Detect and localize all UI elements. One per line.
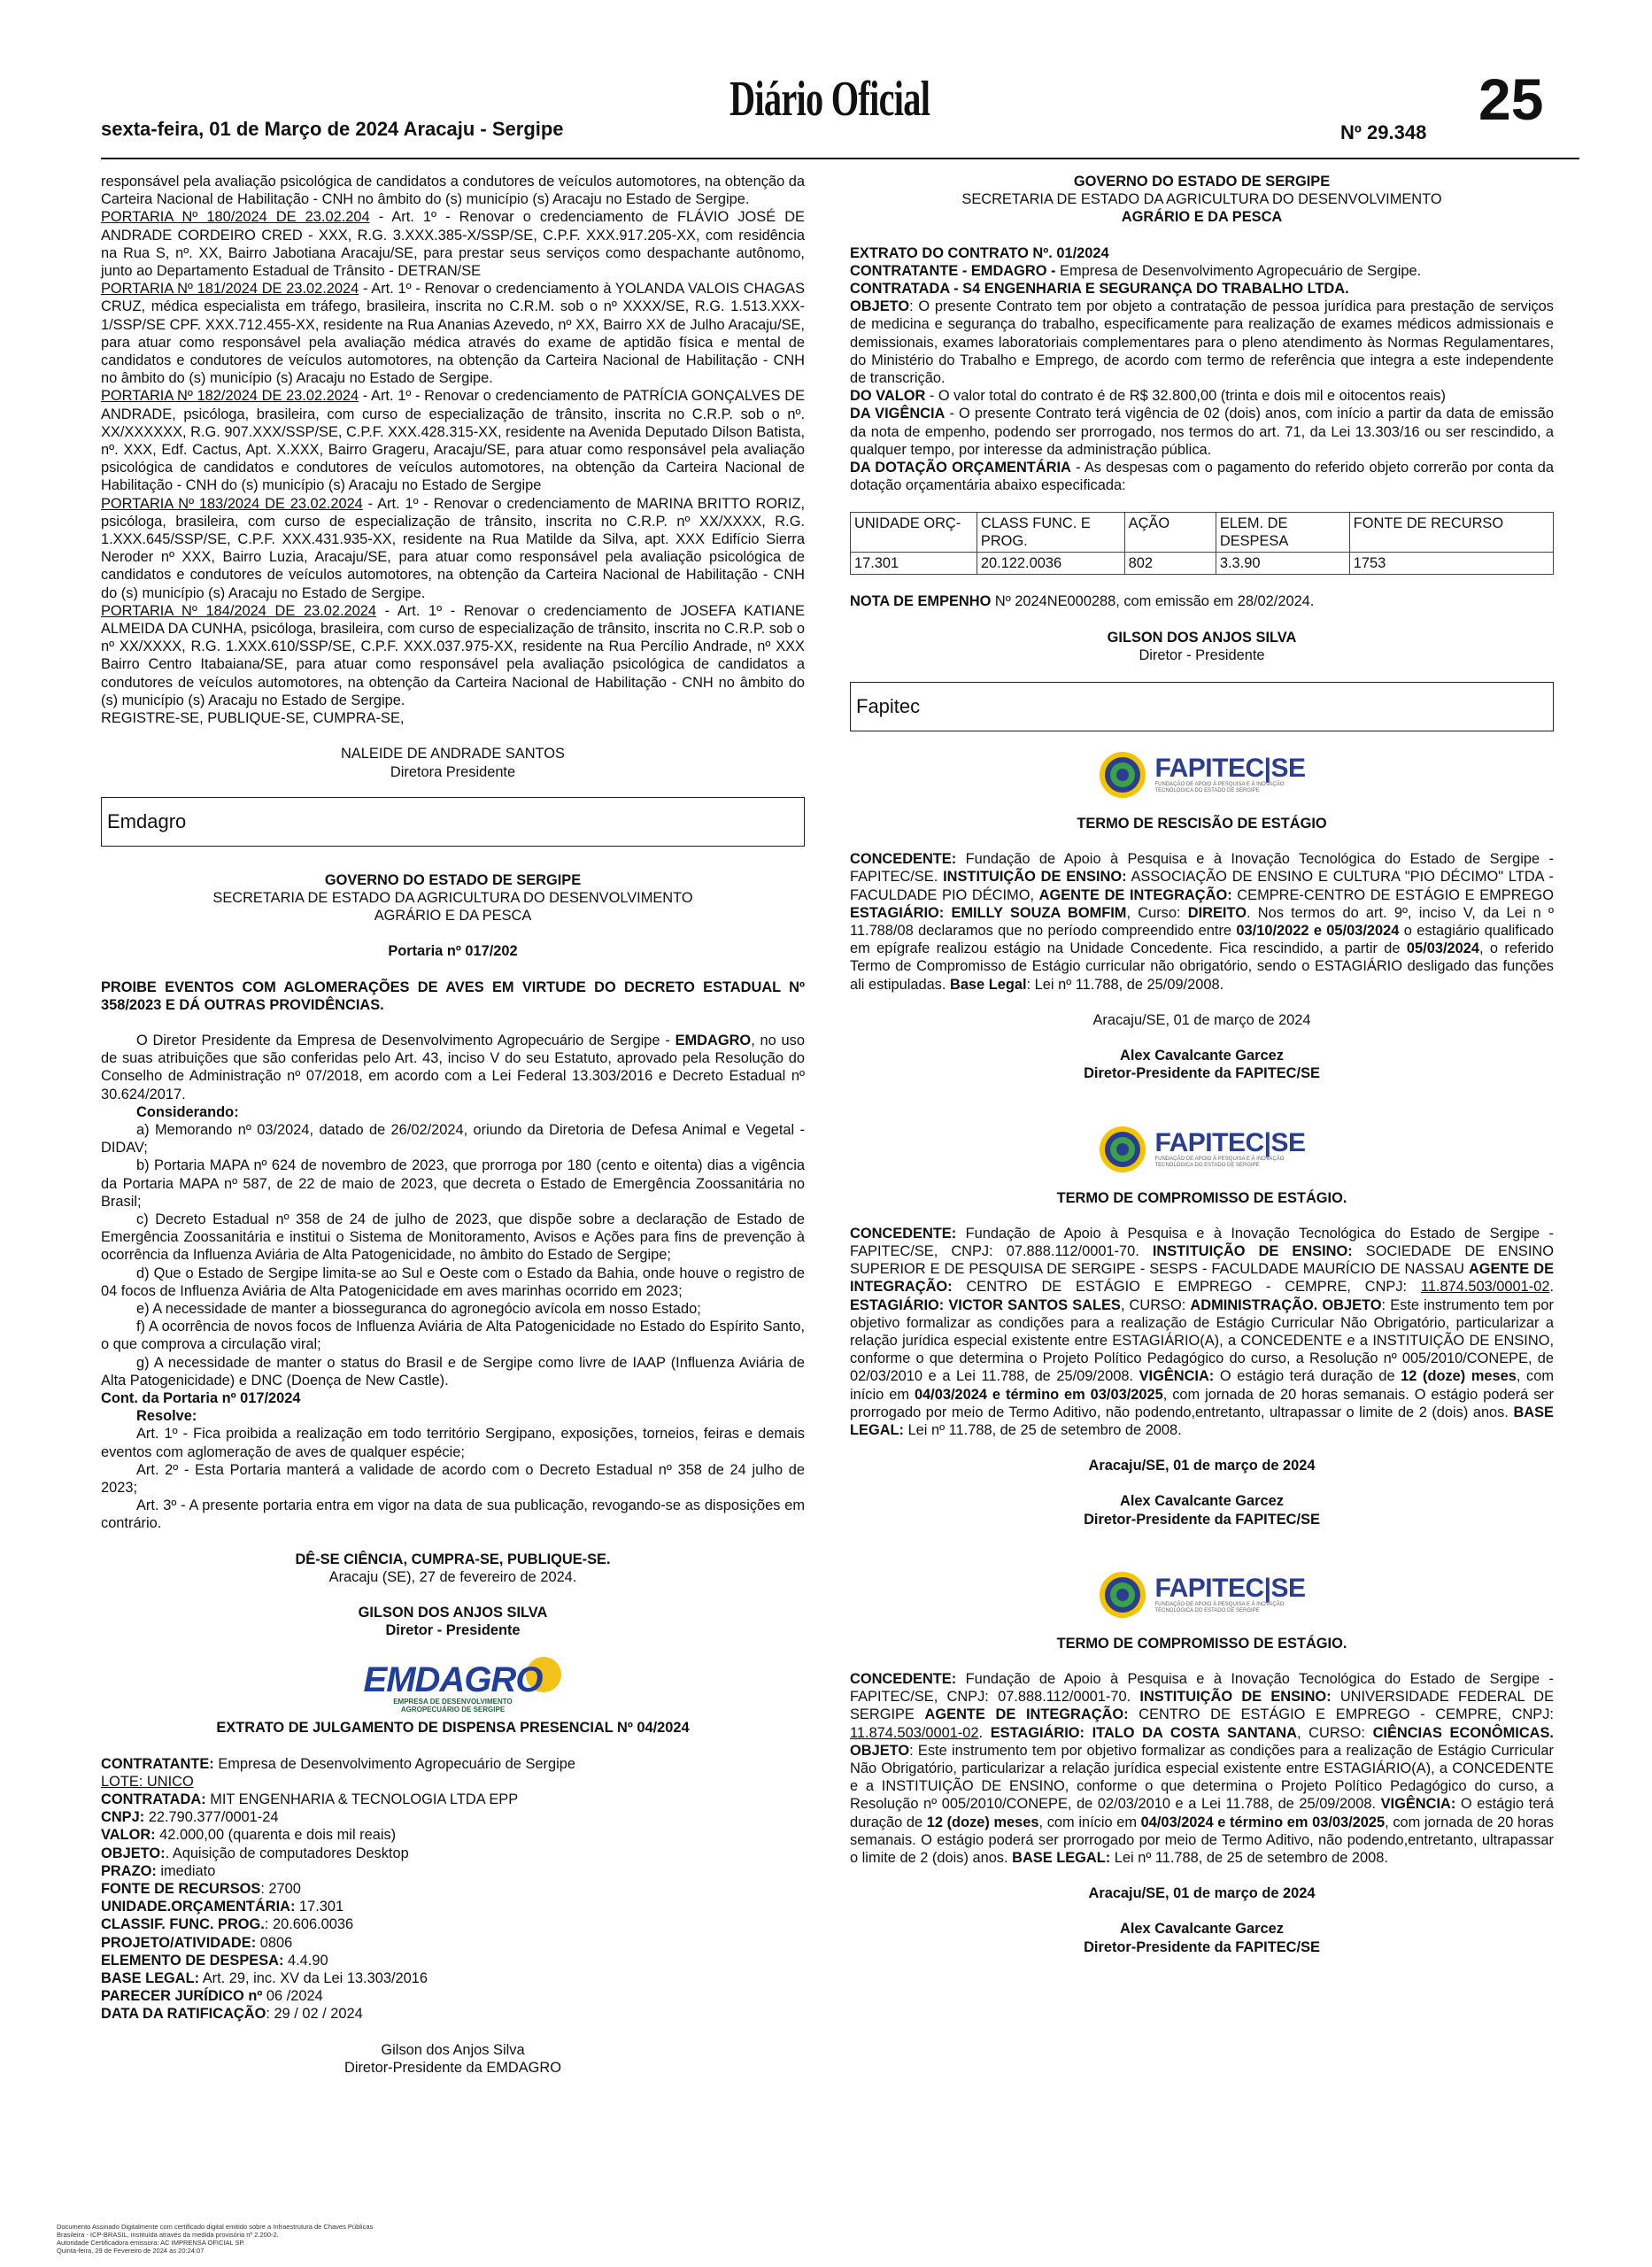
extrato-field xyxy=(101,1898,805,1915)
emdagro-logo-subtitle: EMPRESA DE DESENVOLVIMENTO xyxy=(393,1698,513,1706)
edition-number: Nº 29.348 xyxy=(1340,121,1427,143)
termo-compromisso-title: TERMO DE COMPROMISSO DE ESTÁGIO. xyxy=(1056,1189,1347,1206)
field-label: ELEMENTO DE DESPESA: xyxy=(101,1952,284,1969)
nota-empenho xyxy=(850,592,1554,610)
table-header: FONTE DE RECURSO xyxy=(1349,513,1553,553)
preamble xyxy=(101,1032,805,1103)
termo-date: Aracaju/SE, 01 de março de 2024 xyxy=(1088,1458,1316,1474)
footer-line: Autoridade Certificadora emissora: AC IMPRENSA OFICIAL SP. xyxy=(57,2239,245,2247)
fapitec-logo xyxy=(850,744,1554,806)
value: : O presente Contrato tem por objeto a contratação de pessoa jurídica para prestação de serviços de medicina e segurança do trabalho, especificamente para realização de exames médicos admissionais e demissionais, exames laboratoriais complementares para o pleno atendimento às Normas Regulamentares, do Ministério do Trabalho e Emprego, de acordo com termo de referência que integra a este independente de transcrição. xyxy=(850,298,1554,387)
cont-heading: Cont. da Portaria nº 017/2024 xyxy=(101,1389,301,1406)
signatory-role: Diretor - Presidente xyxy=(1139,646,1265,663)
fapitec-logo-text: FAPITEC|SE xyxy=(1154,1573,1306,1603)
field-label: CONTRATADA: xyxy=(101,1791,206,1808)
left-column xyxy=(101,173,805,2077)
considerando-c: c) Decreto Estadual nº 358 de 24 de julho de 2023, que dispõe sobre a declaração de Estado de Emergência Zoossanitária e institui o Sistema de Monitoramento, Avisos e Ações para fins de prevenção à ocorrência da Influenza Aviária de Alta Patogenicidade, no âmbito do Estado de Sergipe; xyxy=(101,1211,805,1264)
portaria-heading: PORTARIA Nº 183/2024 DE 23.02.2024 xyxy=(101,495,363,512)
field-label: CONTRATANTE: xyxy=(101,1755,214,1772)
fapitec-logo xyxy=(850,1118,1554,1180)
extrato-field xyxy=(101,1987,805,2005)
field-label: PARECER JURÍDICO nº xyxy=(101,1988,263,2005)
field-label: DATA DA RATIFICAÇÃO xyxy=(101,2006,266,2023)
fapitec-logo xyxy=(850,1564,1554,1626)
extrato-field xyxy=(101,1808,805,1826)
secretaria-heading: SECRETARIA DE ESTADO DA AGRICULTURA DO DESENVOLVIMENTO xyxy=(961,191,1442,208)
extrato-field xyxy=(101,1952,805,1969)
vigencia xyxy=(850,405,1554,459)
considerando-a: a) Memorando nº 03/2024, datado de 26/02/2024, oriundo da Diretoria de Defesa Animal e Vegetal - DIDAV; xyxy=(101,1121,805,1157)
footer-line: Documento Assinado Digitalmente com certificado digital emitido sobre a Infraestrutura de Chaves Públicas xyxy=(57,2223,374,2231)
value: - O valor total do contrato é de R$ 32.800,00 (trinta e dois mil e oitocentos reais) xyxy=(925,388,1446,405)
footer-line: Quinta-feira, 29 de Fevereiro de 2024 às 20:24:07 xyxy=(57,2247,205,2255)
extrato-contrato-title: EXTRATO DO CONTRATO Nº. 01/2024 xyxy=(850,244,1109,261)
extrato-title: EXTRATO DE JULGAMENTO DE DISPENSA PRESENCIAL Nº 04/2024 xyxy=(216,1720,690,1737)
extrato-field xyxy=(101,1934,805,1952)
considerando-e: e) A necessidade de manter a biosseguranca do agronegócio avícola em nosso Estado; xyxy=(136,1300,701,1317)
label: DA VIGÊNCIA xyxy=(850,406,946,422)
digital-signature-footer xyxy=(57,2223,411,2255)
dotacao xyxy=(850,459,1554,494)
table-cell: 1753 xyxy=(1349,553,1553,575)
signatory-role: Diretor - Presidente xyxy=(385,1622,521,1639)
table-cell: 17.301 xyxy=(851,553,977,575)
extrato-field xyxy=(101,1826,805,1844)
section-header-emdagro: Emdagro xyxy=(101,797,805,847)
fapitec-logo-subtitle: FUNDAÇÃO DE APOIO À PESQUISA E À INOVAÇÃO xyxy=(1154,782,1285,788)
portaria-body: - Art. 1º - Renovar o credenciamento de FLÁVIO JOSÉ DE ANDRADE CORDEIRO CRED - XXX, R.G. 3.XXX.385-X/SSP/SE, C.P.F. XXX.917.205-XX, com residência na Rua S, nº. XX, Bairro Jabotiana Aracaju/SE, para prestar seus serviços como despachante autônomo, junto ao Departamento Estadual de Trânsito - DETRAN/SE xyxy=(101,209,805,280)
signatory-role: Diretor-Presidente da FAPITEC/SE xyxy=(1084,1511,1320,1528)
extrato-field xyxy=(101,2005,805,2023)
secretaria-heading: SECRETARIA DE ESTADO DA AGRICULTURA DO DESENVOLVIMENTO xyxy=(212,889,693,906)
resolve-heading: Resolve: xyxy=(136,1408,197,1425)
fapitec-logo-text: FAPITEC|SE xyxy=(1154,1127,1306,1157)
fapitec-emblem-icon xyxy=(1098,1125,1147,1174)
considerando-g: g) A necessidade de manter o status do Brasil e de Sergipe como livre de IAAP (Influenza Aviária de Alta Patogenicidade) e DNC (Doença de New Castle). xyxy=(101,1354,805,1389)
signatory-role: Diretor-Presidente da FAPITEC/SE xyxy=(1084,1938,1320,1955)
field-value: MIT ENGENHARIA & TECNOLOGIA LTDA EPP xyxy=(205,1791,519,1808)
considerando-d: d) Que o Estado de Sergipe limita-se ao Sul e Oeste com o Estado da Bahia, onde houve o registro de 04 focos de Influenza Aviária de Alta Patogenicidade em aves marinhas ocorrido em 2023; xyxy=(101,1265,805,1299)
signatory-role: Diretor-Presidente da FAPITEC/SE xyxy=(1084,1065,1320,1082)
table-header: ELEM. DE DESPESA xyxy=(1216,513,1349,553)
valor xyxy=(850,387,1554,405)
fapitec-logo-text: FAPITEC|SE xyxy=(1154,754,1306,784)
field-value: . Aquisição de computadores Desktop xyxy=(165,1845,409,1861)
termo-date: Aracaju/SE, 01 de março de 2024 xyxy=(1088,1885,1316,1902)
dotacao-table xyxy=(850,512,1554,575)
right-column xyxy=(850,173,1554,1956)
newspaper-title: Diário Oficial xyxy=(730,72,930,127)
signatory-name: Alex Cavalcante Garcez xyxy=(1120,1921,1284,1938)
header-rule xyxy=(101,158,1579,159)
field-value: 42.000,00 (quarenta e dois mil reais) xyxy=(155,1827,397,1844)
contratada: CONTRATADA - S4 ENGENHARIA E SEGURANÇA DO TRABALHO LTDA. xyxy=(850,281,1349,298)
termo-compromisso-body: CONCEDENTE: Fundação de Apoio à Pesquisa e à Inovação Tecnológica do Estado de Sergipe - FAPITEC/SE, CNPJ: 07.888.112/0001-70. INSTITUIÇÃO DE ENSINO: UNIVERSIDADE FEDERAL DE SERGIPE AGENTE DE INTEGRAÇÃO: CENTRO DE ESTÁGIO E EMPREGO - CEMPRE, CNPJ: 11.874.503/0001-02. ESTAGIÁRIO: ITALO DA COSTA SANTANA, CURSO: CIÊNCIAS ECONÔMICAS. OBJETO: Este instrumento tem por objetivo formalizar as condições para a realização de Estágio Curricular Não Obrigatório, particularizar a relação jurídica especial existente entre ESTAGIÁRIO(A), a CONCEDENTE e a INSTITUIÇÃO DE ENSINO, conforme o que determina o Projeto Político Pedagógico do curso, a Resolução nº 005/2010/CONEPE, de 02/03/2010 e a Lei 11.788, de 25/09/2008. VIGÊNCIA: O estágio terá duração de 12 (doze) meses, com início em 04/03/2024 e término em 03/03/2025, com jornada de 20 horas semanais. O estágio poderá ser prorrogado por meio de Termo Aditivo, não podendo,entretanto, ultrapassar o limite de 2 (dois) anos. BASE LEGAL: Lei nº 11.788, de 25 de setembro de 2008. xyxy=(850,1670,1555,1866)
termo-date: Aracaju/SE, 01 de março de 2024 xyxy=(1092,1011,1311,1028)
table-cell: 802 xyxy=(1124,553,1216,575)
header-date: sexta-feira, 01 de Março de 2024 Aracaju - Sergipe xyxy=(101,118,564,140)
field-value: : 20.606.0036 xyxy=(264,1916,354,1933)
portaria-heading: PORTARIA Nº 182/2024 DE 23.02.2024 xyxy=(101,388,359,405)
signatory-name: Alex Cavalcante Garcez xyxy=(1120,1493,1284,1510)
field-label: CLASSIF. FUNC. PROG. xyxy=(101,1916,265,1933)
field-value: Art. 29, inc. XV da Lei 13.303/2016 xyxy=(199,1970,428,1987)
table-header: CLASS FUNC. E PROG. xyxy=(977,513,1124,553)
footer-line: Brasileira - ICP-BRASIL, instituída através da medida provisória nº 2.200-2. xyxy=(57,2231,279,2239)
table-cell: 3.3.90 xyxy=(1216,553,1349,575)
field-value: 06 /2024 xyxy=(262,1988,323,2005)
art-2: Art. 2º - Esta Portaria manterá a validade de acordo com o Decreto Estadual nº 358 de 24 julho de 2023; xyxy=(101,1461,805,1496)
emdagro-logo xyxy=(101,1657,805,1719)
value: - O presente Contrato terá vigência de 02 (dois) anos, com início a partir da data de emissão da nota de empenho, podendo ser prorrogado, nos termos do art. 71, da Lei 13.303/16 ou ser rescindido, a qualquer tempo, por interesse da administração pública. xyxy=(850,406,1554,458)
portaria-182 xyxy=(101,387,805,494)
signatory-name: Alex Cavalcante Garcez xyxy=(1120,1048,1284,1064)
portaria-180 xyxy=(101,208,805,280)
considerando-heading: Considerando: xyxy=(136,1103,239,1120)
fapitec-logo-subtitle-2: TECNOLÓGICA DO ESTADO DE SERGIPE xyxy=(1154,1607,1260,1613)
preamble-text: O Diretor Presidente da Empresa de Desenvolvimento Agropecuário de Sergipe - xyxy=(136,1032,675,1048)
portaria-heading: PORTARIA Nº 180/2024 DE 23.02.204 xyxy=(101,209,370,226)
extrato-field xyxy=(101,1791,805,1808)
extrato-field xyxy=(101,1915,805,1933)
section-header-fapitec: Fapitec xyxy=(850,682,1554,731)
proibe-heading: PROIBE EVENTOS COM AGLOMERAÇÕES DE AVES EM VIRTUDE DO DECRETO ESTADUAL Nº 358/2023 E DÁ OUTRAS PROVIDÊNCIAS. xyxy=(101,979,805,1013)
fapitec-logo-subtitle-2: TECNOLÓGICA DO ESTADO DE SERGIPE xyxy=(1154,1162,1260,1168)
field-label: FONTE DE RECURSOS xyxy=(101,1881,261,1898)
signatory-name: GILSON DOS ANJOS SILVA xyxy=(358,1605,548,1621)
registre-line: REGISTRE-SE, PUBLIQUE-SE, CUMPRA-SE, xyxy=(101,710,405,727)
portaria-183 xyxy=(101,495,805,602)
field-value: Empresa de Desenvolvimento Agropecuário de Sergipe xyxy=(213,1755,575,1772)
signatory-name: NALEIDE DE ANDRADE SANTOS xyxy=(341,746,565,762)
fapitec-logo-subtitle: FUNDAÇÃO DE APOIO À PESQUISA E À INOVAÇÃO xyxy=(1154,1601,1285,1607)
table-row xyxy=(851,553,1554,575)
considerando-f: f) A ocorrência de novos focos de Influenza Aviária de Alta Patogenicidade no Estado do Espírito Santo, o que comprova a circulação viral; xyxy=(101,1319,805,1353)
fapitec-emblem-icon xyxy=(1098,1570,1147,1620)
field-value: 4.4.90 xyxy=(283,1952,328,1969)
field-value: LOTE: UNICO xyxy=(101,1773,194,1790)
table-header: UNIDADE ORÇ- xyxy=(851,513,977,553)
table-cell: 20.122.0036 xyxy=(977,553,1124,575)
field-value: 0806 xyxy=(256,1934,293,1951)
portaria-body: - Art. 1º - Renovar o credenciamento de MARINA BRITTO RORIZ, psicóloga, brasileira, com curso de especialização de trânsito, inscrita no C.R.P. nº XX/XXXX, R.G. 1.XXX.645/SSP/SE, C.P.F. XXX.431.935-XX, residente na Rua Matilde da Silva, apt. XXX Edifício Sierra Neroder nº XXX, Bairro Luzia, Aracaju/SE, para atuar como responsável pela avaliação psicológica de candidatos e condutores de veículos automotores, na obtenção da Carteira Nacional de Habilitação - CNH do (s) município (s) Aracaju no Estado de Sergipe. xyxy=(101,495,806,601)
portaria-body: - Art. 1º - Renovar o credenciamento à YOLANDA VALOIS CHAGAS CRUZ, médica especialista em tráfego, brasileira, inscrita no C.R.M. sob o nº XXXX/SE, R.G. 1.513.XXX-1/SSP/SE CPF. XXX.712.455-XX, residente na Rua Ananias Azevedo, nº XX, Bairro XX de Julho Aracaju/SE, para atuar como responsável pela avaliação médica através do exame de aptidão física e mental de candidatos e condutores de veículos automotores, na obtenção da Carteira Nacional de Habilitação - CNH no âmbito do (s) município (s) Aracaju no Estado de Sergipe. xyxy=(101,281,805,387)
emdagro-logo-subtitle-2: AGROPECUÁRIO DE SERGIPE xyxy=(400,1706,506,1714)
signatory-role: Diretor-Presidente da EMDAGRO xyxy=(344,2059,562,2076)
preamble-emdagro: EMDAGRO xyxy=(675,1032,752,1048)
termo-rescisao-body: CONCEDENTE: Fundação de Apoio à Pesquisa e à Inovação Tecnológica do Estado de Sergipe - FAPITEC/SE. INSTITUIÇÃO DE ENSINO: ASSOCIAÇÃO DE ENSINO E CULTURA "PIO DÉCIMO" LTDA - FACULDADE PIO DÉCIMO, AGENTE DE INTEGRAÇÃO: CEMPRE-CENTRO DE ESTÁGIO E EMPREGO ESTAGIÁRIO: EMILLY SOUZA BOMFIM, Curso: DIREITO. Nos termos do art. 9º, inciso V, da Lei n º 11.788/08 declaramos que no período compreendido entre 03/10/2022 e 05/03/2024 o estagiário qualificado em epígrafe realizou estágio na Unidade Concedente. Fica rescindido, a partir de 05/03/2024, o referido Termo de Compromisso de Estágio curricular não obrigatório, sendo o ESTAGIÁRIO desligado das funções ali estipuladas. Base Legal: Lei nº 11.788, de 25/09/2008. xyxy=(850,851,1555,993)
termo-compromisso-title: TERMO DE COMPROMISSO DE ESTÁGIO. xyxy=(1056,1635,1347,1652)
secretaria-heading-2: AGRÁRIO E DA PESCA xyxy=(1121,209,1283,226)
label: CONTRATANTE - EMDAGRO - xyxy=(850,262,1056,279)
field-label: PROJETO/ATIVIDADE: xyxy=(101,1934,257,1951)
portaria-184 xyxy=(101,602,805,709)
extrato-field xyxy=(101,1880,805,1898)
field-value: imediato xyxy=(156,1862,216,1879)
contratante xyxy=(850,262,1554,280)
extrato-field xyxy=(101,1773,805,1791)
field-label: UNIDADE.ORÇAMENTÁRIA: xyxy=(101,1899,296,1915)
extrato-field xyxy=(101,1845,805,1862)
field-label: BASE LEGAL: xyxy=(101,1970,200,1987)
label: OBJETO xyxy=(850,298,910,315)
field-value: : 2700 xyxy=(260,1881,301,1898)
portaria-title: Portaria nº 017/202 xyxy=(388,943,518,960)
fapitec-emblem-icon xyxy=(1098,750,1147,800)
gov-heading: GOVERNO DO ESTADO DE SERGIPE xyxy=(1073,174,1331,190)
label: DO VALOR xyxy=(850,388,926,405)
label: NOTA DE EMPENHO xyxy=(850,593,992,610)
field-value: 17.301 xyxy=(295,1899,344,1915)
field-label: PRAZO: xyxy=(101,1862,157,1879)
emdagro-logo-text: EMDAGRO xyxy=(363,1660,543,1700)
page-header xyxy=(101,66,1579,158)
aracaju-date: Aracaju (SE), 27 de fevereiro de 2024. xyxy=(328,1568,577,1585)
table-header-row xyxy=(851,513,1554,553)
value: Nº 2024NE000288, com emissão em 28/02/2024. xyxy=(991,593,1315,610)
page-number: 25 xyxy=(1478,66,1544,132)
portaria-181 xyxy=(101,280,805,387)
signatory-name: Gilson dos Anjos Silva xyxy=(381,2041,525,2058)
signatory-role: Diretora Presidente xyxy=(390,763,516,780)
portaria-body: - Art. 1º - Renovar o credenciamento de PATRÍCIA GONÇALVES DE ANDRADE, psicóloga, brasileira, com curso de especialização de trânsito, inscrita no C.R.P. sob o nº. XX/XXXXXX, R.G. 907.XXX/SSP/SE, C.P.F. XXX.428.315-XX, residente na Avenida Deputado Dilson Batista, nº. XXX, Edf. Cactus, Apt. X.XXX, Bairro Grageru, Aracaju/SE, para atuar como responsável pela avaliação psicológica de candidatos e condutores de veículos automotores, na obtenção da Carteira Nacional de Habilitação - CNH do (s) município (s) Aracaju no Estado de Sergipe xyxy=(101,388,806,494)
considerando-b: b) Portaria MAPA nº 624 de novembro de 2023, que prorroga por 180 (cento e oitenta) dias a vigência da Portaria MAPA nº 587, de 22 de maio de 2023, que decreta o Estado de Emergência Zoossanitária no Brasil; xyxy=(101,1157,805,1210)
value: Empresa de Desenvolvimento Agropecuário de Sergipe. xyxy=(1055,262,1422,279)
extrato-field xyxy=(101,1862,805,1880)
value: - As despesas com o pagamento do referido objeto correrão por conta da dotação orçamentária abaixo especificada: xyxy=(850,460,1554,494)
portaria-body: - Art. 1º - Renovar o credenciamento de JOSEFA KATIANE ALMEIDA DA CUNHA, psicóloga, brasileira, com curso de especialização de trânsito, inscrita no C.R.P. sob o nº XX/XXXX, R.G. 1.XXX.610/SSP/SE, C.P.F. XXX.037.975-XX, residente na Rua Percílio Andrade, nº XXX Bairro Centro Itabaiana/SE, para atuar como responsável pela avaliação psicológica de candidatos a condutores de veículos automotores, na obtenção da Carteira Nacional de Habilitação - CNH no âmbito do (s) município (s) Aracaju no Estado de Sergipe. xyxy=(101,602,805,708)
objeto xyxy=(850,298,1554,387)
portaria-heading: PORTARIA Nº 181/2024 DE 23.02.2024 xyxy=(101,281,359,298)
signatory-name: GILSON DOS ANJOS SILVA xyxy=(1107,629,1297,646)
extrato-fields xyxy=(101,1755,805,2023)
dese-line: DÊ-SE CIÊNCIA, CUMPRA-SE, PUBLIQUE-SE. xyxy=(295,1551,611,1567)
paragraph: responsável pela avaliação psicológica de candidatos a condutores de veículos automotores, na obtenção da Carteira Nacional de Habilitação - CNH no âmbito do (s) município (s) Aracaju no Estado de Sergipe. xyxy=(101,174,805,208)
field-label: VALOR: xyxy=(101,1827,156,1844)
termo-compromisso-body: CONCEDENTE: Fundação de Apoio à Pesquisa e à Inovação Tecnológica do Estado de Sergipe - FAPITEC/SE, CNPJ: 07.888.112/0001-70. INSTITUIÇÃO DE ENSINO: SOCIEDADE DE ENSINO SUPERIOR E DE PESQUISA DE SERGIPE - SESPS - FACULDADE MAURÍCIO DE NASSAU AGENTE DE INTEGRAÇÃO: CENTRO DE ESTÁGIO E EMPREGO - CEMPRE, CNPJ: 11.874.503/0001-02. ESTAGIÁRIO: VICTOR SANTOS SALES, CURSO: ADMINISTRAÇÃO. OBJETO: Este instrumento tem por objetivo formalizar as condições para a realização de Estágio Curricular Não Obrigatório, particularizar a relação jurídica especial existente entre ESTAGIÁRIO(A), a CONCEDENTE e a INSTITUIÇÃO DE ENSINO, conforme o que determina o Projeto Político Pedagógico do curso, a Resolução nº 005/2010/CONEPE, de 02/03/2010 e a Lei 11.788, de 25/09/2008. VIGÊNCIA: O estágio terá duração de 12 (doze) meses, com início em 04/03/2024 e término em 03/03/2025, com jornada de 20 horas semanais. O estágio poderá ser prorrogado por meio de Termo Aditivo, não podendo,entretanto, ultrapassar o limite de 2 (dois) anos. BASE LEGAL: Lei nº 11.788, de 25 de setembro de 2008. xyxy=(850,1225,1555,1438)
label: DA DOTAÇÃO ORÇAMENTÁRIA xyxy=(850,460,1071,476)
extrato-field xyxy=(101,1969,805,1987)
gov-heading: GOVERNO DO ESTADO DE SERGIPE xyxy=(324,871,582,888)
art-3: Art. 3º - A presente portaria entra em vigor na data de sua publicação, revogando-se as disposições em contrário. xyxy=(101,1497,805,1532)
termo-rescisao-title: TERMO DE RESCISÃO DE ESTÁGIO xyxy=(1077,816,1327,832)
field-label: CNPJ: xyxy=(101,1809,145,1826)
portaria-heading: PORTARIA Nº 184/2024 DE 23.02.2024 xyxy=(101,602,376,619)
field-value: 22.790.377/0001-24 xyxy=(144,1809,279,1826)
art-1: Art. 1º - Fica proibida a realização em todo território Sergipano, exposições, torneios, feiras e demais eventos com aglomeração de aves de qualquer espécie; xyxy=(101,1426,805,1460)
fapitec-logo-subtitle: FUNDAÇÃO DE APOIO À PESQUISA E À INOVAÇÃO xyxy=(1154,1156,1285,1162)
fapitec-logo-subtitle-2: TECNOLÓGICA DO ESTADO DE SERGIPE xyxy=(1154,788,1260,794)
preamble-text-2: , no uso de suas atribuições que são conferidas pelo Art. 43, inciso V do seu Estatuto, aprovado pela Resolução do Conselho de Administração nº 07/2018, em acordo com a Lei Federal 13.303/2016 e Decreto Estadual nº 30.624/2017. xyxy=(101,1032,805,1103)
table-header: AÇÃO xyxy=(1124,513,1216,553)
secretaria-heading-2: AGRÁRIO E DA PESCA xyxy=(374,908,532,925)
extrato-field xyxy=(101,1755,805,1773)
field-value: : 29 / 02 / 2024 xyxy=(266,2006,363,2023)
field-label: OBJETO: xyxy=(101,1845,166,1861)
